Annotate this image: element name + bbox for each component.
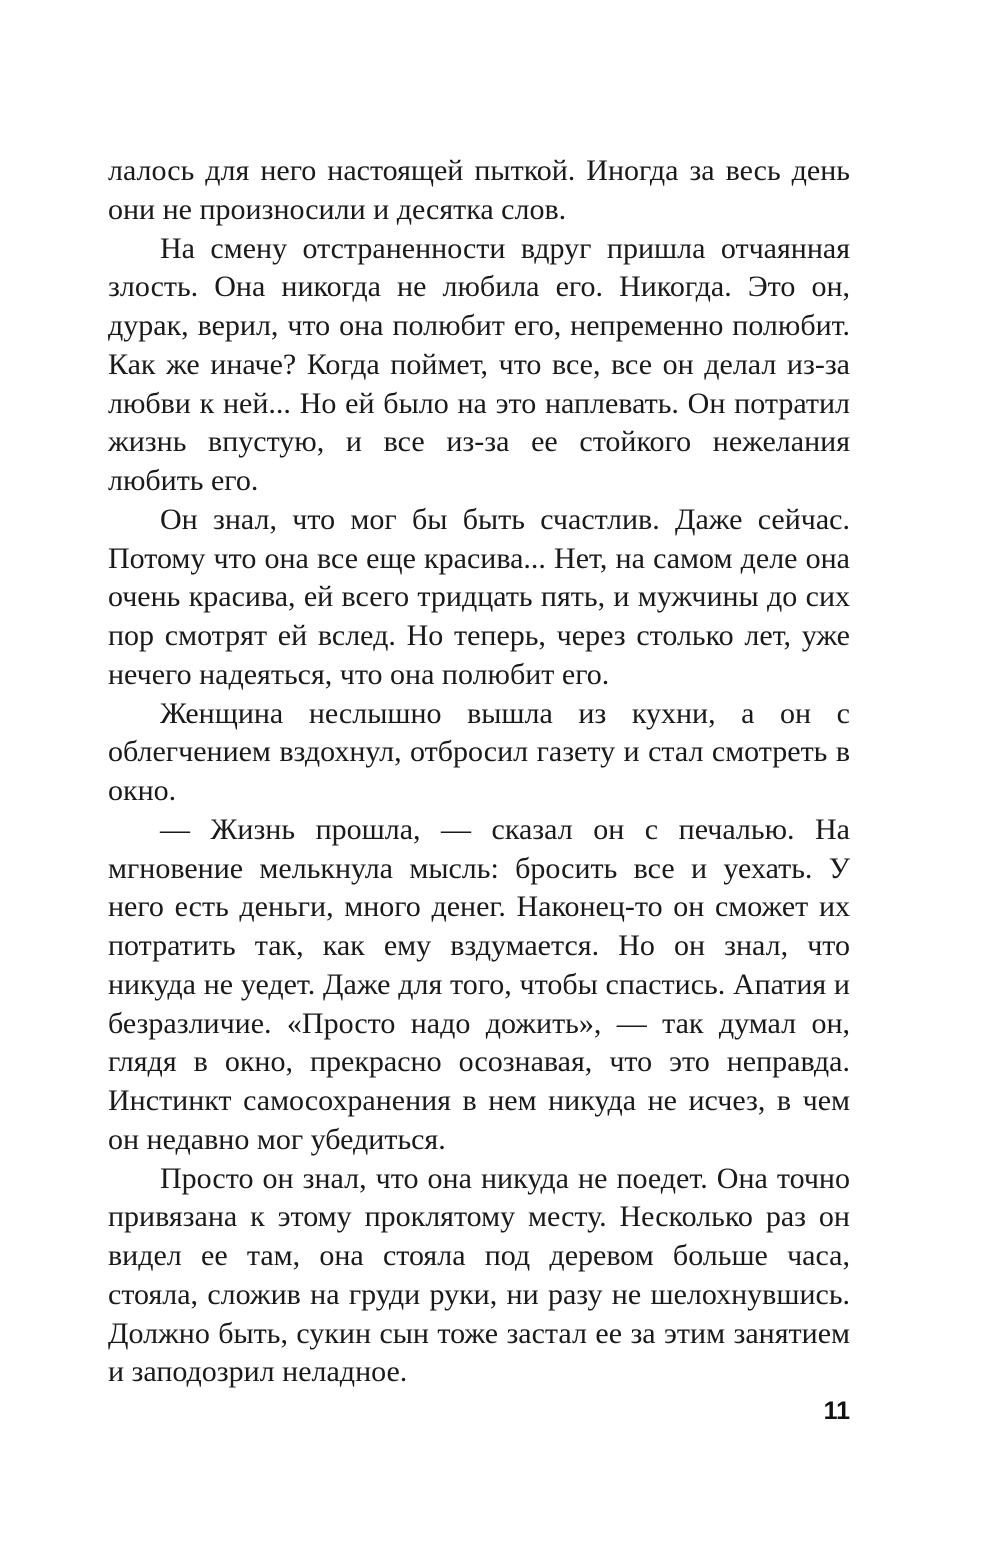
paragraph-5: — Жизнь прошла, — сказал он с печалью. На мгновение мелькнула мысль: бросить все и уехать. У него есть деньги, много денег. Наконец-то он сможет их потратить так, как ему вздумается. Но он знал, что никуда не уедет. Даже для того, чтобы спастись. Апатия и безразличие. «Просто надо дожить», — так думал он, глядя в окно, прекрасно осознавая, что это неправда. Инстинкт самосохранения в нем никуда не исчез, в чем он недавно мог убедиться. [108,812,850,1156]
paragraph-1: лалось для него настоящей пыткой. Иногда за весь день они не произносили и десятка слов. [108,154,850,226]
paragraph-4: Женщина неслышно вышла из кухни, а он с облегчением вздохнул, отбросил газету и стал смотреть в окно. [108,696,850,807]
paragraph-3: Он знал, что мог бы быть счастлив. Даже сейчас. Потому что она все еще красива... Нет, на самом деле она очень красива, ей всего тридцать пять, и мужчины до сих пор смотрят ей вслед. Но теперь, через столько лет, уже нечего надеяться, что она полюбит его. [108,502,850,691]
paragraph-2: На смену отстраненности вдруг пришла отчаянная злость. Она никогда не любила его. Никогда. Это он, дурак, верил, что она полюбит его, непременно полюбит. Как же иначе? Когда поймет, что все, все он делал из-за любви к ней... Но ей было на это наплевать. Он потратил жизнь впустую, и все из-за ее стойкого нежелания любить его. [108,231,850,497]
page-number: 11 [823,1397,850,1425]
body-text [108,152,850,1392]
paragraph-6: Просто он знал, что она никуда не поедет. Она точно привязана к этому проклятому месту. Несколько раз он видел ее там, она стояла под деревом больше часа, стояла, сложив на груди руки, ни разу не шелохнувшись. Должно быть, сукин сын тоже застал ее за этим занятием и заподозрил неладное. [108,1161,850,1389]
